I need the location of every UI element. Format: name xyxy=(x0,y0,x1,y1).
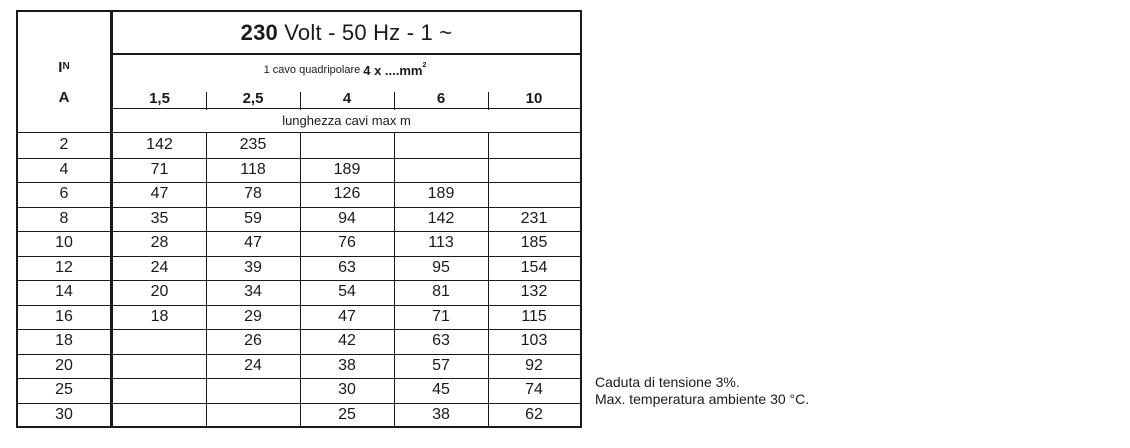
length-value: 38 xyxy=(432,405,450,423)
current-value: 18 xyxy=(55,332,73,350)
current-value: 14 xyxy=(55,283,73,301)
length-value xyxy=(488,133,580,158)
length-value: 42 xyxy=(338,332,356,350)
column-divider xyxy=(394,132,395,426)
length-value: 63 xyxy=(432,332,450,350)
length-value xyxy=(113,354,206,379)
section-header: 1,5 xyxy=(149,89,170,107)
length-value: 34 xyxy=(244,283,262,301)
length-value: 132 xyxy=(520,283,548,301)
length-value: 29 xyxy=(244,307,262,325)
length-value xyxy=(394,158,488,183)
length-value: 94 xyxy=(338,209,356,227)
length-value: 92 xyxy=(525,356,543,374)
length-value: 62 xyxy=(525,405,543,423)
current-value: 20 xyxy=(55,356,73,374)
cable-prefix: 1 cavo quadripolare xyxy=(263,64,361,76)
length-value xyxy=(206,378,300,403)
length-value: 142 xyxy=(146,136,173,154)
length-value xyxy=(113,329,206,354)
length-value: 47 xyxy=(338,307,356,325)
length-value: 154 xyxy=(520,258,548,276)
length-value: 126 xyxy=(333,185,361,203)
length-value: 20 xyxy=(150,283,169,301)
notes xyxy=(595,374,809,408)
length-value: 24 xyxy=(150,258,169,276)
current-symbol-label: I N xyxy=(58,58,70,76)
table-grid xyxy=(18,12,580,426)
cable-description xyxy=(113,55,580,86)
current-value: 8 xyxy=(59,209,69,227)
length-value: 185 xyxy=(520,234,548,252)
column-divider xyxy=(488,132,489,426)
current-value: 10 xyxy=(55,234,73,252)
length-value xyxy=(488,158,580,183)
current-value: 6 xyxy=(59,185,69,203)
length-value xyxy=(394,133,488,158)
length-value: 81 xyxy=(432,283,450,301)
length-value: 231 xyxy=(520,209,548,227)
length-value: 189 xyxy=(333,160,361,178)
section-header: 4 xyxy=(342,89,352,107)
length-value: 78 xyxy=(244,185,262,203)
length-value: 25 xyxy=(338,405,356,423)
note-max-temperature: Max. temperatura ambiente 30 °C. xyxy=(595,391,810,407)
title-divider xyxy=(113,53,580,55)
length-value: 39 xyxy=(244,258,262,276)
length-value: 28 xyxy=(150,234,169,252)
length-value: 76 xyxy=(338,234,356,252)
current-unit-label: A xyxy=(58,88,70,106)
length-value: 103 xyxy=(520,332,548,350)
length-value: 45 xyxy=(432,381,450,399)
length-value: 189 xyxy=(427,185,455,203)
length-value: 26 xyxy=(244,332,262,350)
table-title xyxy=(113,12,580,53)
length-value xyxy=(488,182,580,207)
title-voltage-rest: Volt - 50 Hz - 1 ~ xyxy=(284,19,453,45)
length-value xyxy=(300,133,394,158)
length-value: 47 xyxy=(244,234,262,252)
length-value: 74 xyxy=(525,381,543,399)
section-header: 2,5 xyxy=(242,89,264,107)
section-header: 10 xyxy=(525,89,543,107)
length-value: 115 xyxy=(521,307,547,325)
length-value xyxy=(113,403,206,428)
column-divider xyxy=(300,132,301,426)
current-value: 12 xyxy=(55,258,73,276)
cable-length-table xyxy=(16,10,582,428)
length-value: 24 xyxy=(244,356,262,374)
length-value xyxy=(206,403,300,428)
length-value: 113 xyxy=(428,234,454,252)
length-value: 47 xyxy=(150,185,169,203)
length-value: 59 xyxy=(244,209,262,227)
length-value: 54 xyxy=(338,283,356,301)
current-value: 16 xyxy=(55,307,73,325)
length-value: 71 xyxy=(432,307,450,325)
length-value: 118 xyxy=(240,160,266,178)
note-voltage-drop: Caduta di tensione 3%. xyxy=(595,374,740,390)
length-value: 57 xyxy=(432,356,450,374)
length-value: 95 xyxy=(432,258,450,276)
length-value: 30 xyxy=(338,381,356,399)
current-value: 4 xyxy=(59,160,69,178)
length-value: 71 xyxy=(150,160,169,178)
column-divider xyxy=(206,132,207,426)
current-value: 30 xyxy=(55,405,73,423)
length-value: 38 xyxy=(338,356,356,374)
current-value: 25 xyxy=(55,381,73,399)
length-value: 142 xyxy=(427,209,455,227)
section-header: 6 xyxy=(436,89,446,107)
length-value: 18 xyxy=(150,307,169,325)
length-label: lunghezza cavi max m xyxy=(282,112,411,128)
length-value: 63 xyxy=(338,258,356,276)
title-voltage-number: 230 xyxy=(240,19,278,45)
length-value: 235 xyxy=(239,136,267,154)
section-header-underline xyxy=(113,108,580,109)
current-value: 2 xyxy=(59,136,69,154)
length-value: 35 xyxy=(150,209,169,227)
length-value xyxy=(113,378,206,403)
cable-section-formula: 4 x $....mm^2$ xyxy=(363,62,427,78)
